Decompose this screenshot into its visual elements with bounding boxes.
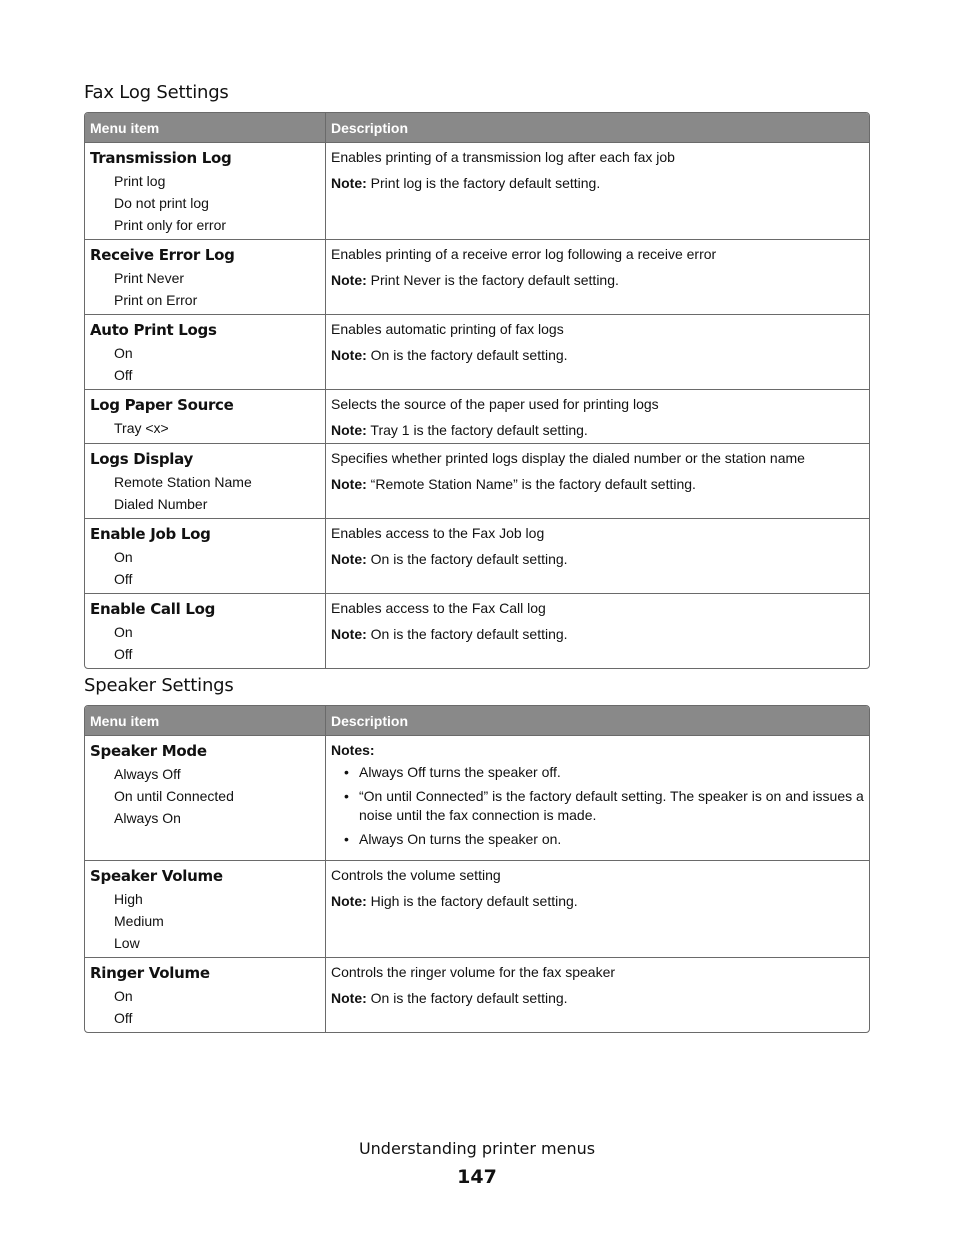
fax-log-settings-title: Fax Log Settings bbox=[84, 82, 229, 103]
page-number: 147 bbox=[457, 1166, 497, 1188]
note-text bbox=[331, 346, 864, 364]
list-item: • “On until Connected” is the factory default setting. The speaker is on and issues a noise until the fax connection is made. bbox=[359, 787, 864, 825]
menu-option: On bbox=[114, 988, 133, 1004]
menu-item-name: Enable Call Log bbox=[90, 600, 216, 618]
column-header-menu-item: Menu item bbox=[85, 113, 326, 143]
menu-item-name: Ringer Volume bbox=[90, 964, 210, 982]
menu-option: On bbox=[114, 549, 133, 565]
note-body: High is the factory default setting. bbox=[366, 893, 578, 909]
column-header-description: Description bbox=[326, 113, 869, 143]
menu-option: Always On bbox=[114, 810, 181, 826]
menu-item-cell bbox=[85, 240, 326, 315]
description-cell bbox=[326, 240, 869, 315]
menu-item-cell bbox=[85, 861, 326, 958]
menu-option: Medium bbox=[114, 913, 164, 929]
menu-item-name: Speaker Mode bbox=[90, 742, 207, 760]
note-text bbox=[331, 550, 864, 568]
menu-option: Dialed Number bbox=[114, 496, 208, 512]
menu-option: Off bbox=[114, 646, 133, 662]
note-label: Note: bbox=[331, 626, 367, 642]
note-body: “Remote Station Name” is the factory default setting. bbox=[366, 476, 696, 492]
note-body: On is the factory default setting. bbox=[366, 551, 568, 567]
menu-item-cell bbox=[85, 594, 326, 668]
table-row bbox=[85, 143, 869, 240]
menu-item-cell bbox=[85, 736, 326, 861]
speaker-settings-title: Speaker Settings bbox=[84, 675, 234, 696]
note-text bbox=[331, 475, 864, 493]
menu-item-name: Auto Print Logs bbox=[90, 321, 217, 339]
menu-option: On bbox=[114, 345, 133, 361]
menu-item-cell bbox=[85, 444, 326, 519]
column-header-description: Description bbox=[326, 706, 869, 736]
note-label: Note: bbox=[331, 551, 367, 567]
note-text bbox=[331, 625, 864, 643]
menu-option: Print log bbox=[114, 173, 166, 189]
description-text: Enables access to the Fax Call log bbox=[331, 600, 546, 616]
note-label: Note: bbox=[331, 893, 367, 909]
note-label: Note: bbox=[331, 476, 367, 492]
description-text: Controls the volume setting bbox=[331, 867, 501, 883]
note-body: On is the factory default setting. bbox=[366, 626, 568, 642]
menu-option: Print Never bbox=[114, 270, 185, 286]
note-body: On is the factory default setting. bbox=[366, 990, 568, 1006]
menu-option: Print on Error bbox=[114, 292, 198, 308]
note-body: Tray 1 is the factory default setting. bbox=[366, 422, 588, 438]
table-row bbox=[85, 861, 869, 958]
description-cell bbox=[326, 958, 869, 1032]
description-text: Enables printing of a receive error log following a receive error bbox=[331, 246, 717, 262]
notes-label: Notes: bbox=[331, 742, 375, 758]
menu-item-cell bbox=[85, 519, 326, 594]
menu-item-name: Enable Job Log bbox=[90, 525, 211, 543]
description-cell bbox=[326, 315, 869, 390]
menu-option: Always Off bbox=[114, 766, 181, 782]
column-header-menu-item: Menu item bbox=[85, 706, 326, 736]
description-text: Controls the ringer volume for the fax speaker bbox=[331, 964, 616, 980]
menu-option: Print only for error bbox=[114, 217, 227, 233]
description-text: Enables automatic printing of fax logs bbox=[331, 321, 564, 337]
menu-item-cell bbox=[85, 390, 326, 444]
note-label: Note: bbox=[331, 347, 367, 363]
table-row bbox=[85, 390, 869, 444]
note-label: Note: bbox=[331, 422, 367, 438]
list-item: • Always Off turns the speaker off. bbox=[359, 763, 864, 782]
note-label: Note: bbox=[331, 272, 367, 288]
note-label: Note: bbox=[331, 990, 367, 1006]
list-item: • Always On turns the speaker on. bbox=[359, 830, 864, 849]
speaker-settings-table bbox=[84, 705, 870, 1033]
table-row bbox=[85, 240, 869, 315]
menu-item-cell bbox=[85, 958, 326, 1032]
table-row bbox=[85, 315, 869, 390]
note-text bbox=[331, 174, 864, 192]
footer-section-title: Understanding printer menus bbox=[358, 1139, 596, 1158]
menu-item-name: Transmission Log bbox=[90, 149, 232, 167]
description-text: Enables printing of a transmission log after each fax job bbox=[331, 149, 675, 165]
menu-option: Do not print log bbox=[114, 195, 209, 211]
menu-option: Remote Station Name bbox=[114, 474, 252, 490]
note-text bbox=[331, 892, 864, 910]
menu-option: On bbox=[114, 624, 133, 640]
note-text bbox=[331, 271, 864, 289]
description-cell bbox=[326, 736, 869, 861]
menu-item-name: Receive Error Log bbox=[90, 246, 235, 264]
description-cell bbox=[326, 861, 869, 958]
description-cell bbox=[326, 444, 869, 519]
description-text: Enables access to the Fax Job log bbox=[331, 525, 545, 541]
note-body: Print Never is the factory default setting. bbox=[366, 272, 619, 288]
menu-item-name: Log Paper Source bbox=[90, 396, 234, 414]
description-text: Selects the source of the paper used for printing logs bbox=[331, 396, 659, 412]
menu-option: Off bbox=[114, 1010, 133, 1026]
fax-log-settings-table bbox=[84, 112, 870, 669]
note-text bbox=[331, 989, 864, 1007]
note-body: Print log is the factory default setting. bbox=[366, 175, 601, 191]
note-label: Note: bbox=[331, 175, 367, 191]
menu-item-cell bbox=[85, 315, 326, 390]
table-row bbox=[85, 736, 869, 861]
menu-option: Off bbox=[114, 571, 133, 587]
menu-option: Low bbox=[114, 935, 140, 951]
description-cell bbox=[326, 390, 869, 444]
description-text: Specifies whether printed logs display the dialed number or the station name bbox=[331, 450, 805, 466]
description-cell bbox=[326, 594, 869, 668]
menu-option: Off bbox=[114, 367, 133, 383]
table-header-row bbox=[85, 113, 869, 143]
menu-item-name: Logs Display bbox=[90, 450, 193, 468]
description-cell bbox=[326, 519, 869, 594]
table-header-row bbox=[85, 706, 869, 736]
menu-item-name: Speaker Volume bbox=[90, 867, 223, 885]
menu-option: Tray <x> bbox=[114, 420, 169, 436]
table-row bbox=[85, 958, 869, 1032]
menu-item-cell bbox=[85, 143, 326, 240]
description-cell bbox=[326, 143, 869, 240]
notes-list bbox=[331, 763, 864, 849]
table-row bbox=[85, 519, 869, 594]
note-body: On is the factory default setting. bbox=[366, 347, 568, 363]
table-row bbox=[85, 594, 869, 668]
menu-option: High bbox=[114, 891, 143, 907]
menu-option: On until Connected bbox=[114, 788, 234, 804]
note-text bbox=[331, 421, 864, 439]
table-row bbox=[85, 444, 869, 519]
